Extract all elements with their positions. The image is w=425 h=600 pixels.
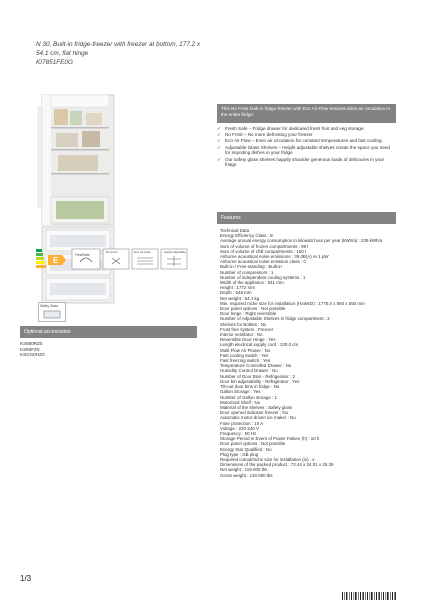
tech-row: Fuse protection : 10 A bbox=[220, 420, 264, 426]
barcode bbox=[342, 592, 397, 600]
accessory-item: KS680RZ0 bbox=[20, 341, 43, 346]
tech-row: Door bin adjustability - Refrigerator : Yes bbox=[220, 378, 300, 384]
tech-row: Humidity Control Drawer : No bbox=[220, 368, 278, 374]
tech-row: Plug type : GB plug bbox=[220, 451, 259, 457]
highlight-item: ✓ Adjustable Glass Shelves – Height adjustable shelves create the space you need for impoding dishes in your fridge bbox=[217, 144, 390, 156]
tech-row: Number of Gallon storage : 1 bbox=[220, 394, 277, 400]
tech-row: Fast cooling switch : Yes bbox=[220, 352, 269, 358]
intro-box: This No Frost built-in fridge-freezer with Eco Air Flow ensures ideal air circulation in the entire fridge. bbox=[217, 104, 396, 123]
tech-row: Airborne acoustical noise emissions : 39 dB(A) re 1 pW bbox=[220, 254, 329, 260]
freshsafe-badge bbox=[72, 249, 100, 269]
check-icon: ✓ bbox=[217, 138, 221, 144]
optional-accessories-heading: Optional accessories bbox=[20, 326, 197, 338]
tech-row: Door panel options : Not possible bbox=[220, 306, 286, 312]
tech-row: Average annual energy consumption in kilowatt hour per year (kWh/a) : 239 kWh/a bbox=[220, 238, 383, 244]
energy-label-icon bbox=[36, 249, 66, 268]
tech-row: Sum of volume of frozen compartments : 99 l bbox=[220, 243, 309, 249]
tech-row: Gallon Storage : Yes bbox=[220, 389, 261, 395]
svg-text:E: E bbox=[53, 256, 59, 265]
tech-row: Gross weight : 130.000 lbs bbox=[220, 472, 273, 478]
tech-row: Net weight : 119.000 lbs bbox=[220, 467, 268, 473]
svg-text:FreshSafe: FreshSafe bbox=[75, 253, 90, 257]
svg-text:No Frost: No Frost bbox=[106, 250, 118, 254]
tech-row: Door opened indicator freezer : No bbox=[220, 410, 289, 416]
model-number: KI7851FE0G bbox=[36, 59, 73, 67]
tech-row: Height : 1772 mm bbox=[220, 285, 256, 291]
tech-row: Energy Star Qualified : No bbox=[220, 446, 272, 452]
page-number: 1/3 bbox=[20, 574, 32, 583]
tech-row: Energy Efficiency Class : E bbox=[220, 233, 274, 239]
tech-row: Airborne acoustical noise emission class : C bbox=[220, 259, 307, 265]
tech-row: Fast freezing switch : Yes bbox=[220, 358, 271, 364]
tech-row: Motorized Shelf : No bbox=[220, 399, 261, 405]
tech-row: Shelves for Bottles : No bbox=[220, 321, 267, 327]
tech-row: Length electrical supply cord : 230.0 cm bbox=[220, 342, 299, 348]
tech-row: Number of independent cooling systems : 1 bbox=[220, 274, 306, 280]
no-frost-badge bbox=[103, 249, 129, 269]
highlight-item: ✓ Eco Air Flow – Even air circulation for constant temperatures and fast cooling. bbox=[217, 138, 383, 144]
tech-row: Dimensions of the packed product : 72.44 x 24.01 x 25.39 bbox=[220, 462, 334, 468]
tech-row: Number of Adjustable Shelves in fridge compartment : 2 bbox=[220, 316, 330, 322]
title-line-2: 54.1 cm, flat hinge bbox=[36, 50, 89, 58]
highlight-item: ✓ Our safety glass shelves happily shoulder generous loads of delicacies in your fridge bbox=[217, 156, 385, 168]
highlights-list bbox=[217, 126, 396, 168]
tech-row: Temperature Controlled Drawer : No bbox=[220, 363, 292, 369]
tech-row: Interior ventilator : No bbox=[220, 332, 263, 338]
technical-data-list bbox=[220, 228, 395, 478]
check-icon: ✓ bbox=[217, 132, 221, 138]
tech-row: Sum of volume of chill compartments : 150 l bbox=[220, 248, 307, 254]
svg-text:Eco Air Flow: Eco Air Flow bbox=[134, 250, 151, 254]
tech-row: Min. required niche size for installation (HxWxD) : 1775.0 x 560 x 550 mm bbox=[220, 300, 365, 306]
tech-row: Door hinge : Right reversible bbox=[220, 311, 277, 317]
accessory-item: KS93FZ0 bbox=[20, 346, 40, 352]
check-icon: ✓ bbox=[217, 144, 221, 150]
tech-row: Multi Flow Air Flower : No bbox=[220, 347, 271, 353]
tech-row: Material of the shelves : Safety glass bbox=[220, 404, 293, 410]
tech-row: Depth : 548 mm bbox=[220, 290, 252, 296]
tech-row: Frost free system : Freezer bbox=[220, 326, 274, 332]
check-icon: ✓ bbox=[217, 156, 221, 162]
tech-row: Automatic motor-driven ice maker : No bbox=[220, 415, 296, 421]
tech-row: Storage Period in Event of Power Failure (h) : 10 h bbox=[220, 436, 320, 442]
tech-row: Number of Door Bins - Refrigerator : 2 bbox=[220, 373, 295, 379]
product-title bbox=[36, 40, 246, 68]
tech-row: Number of compressors : 1 bbox=[220, 269, 274, 275]
title-line-1: N 30, Built-in fridge-freezer with freezer at bottom, 177.2 x bbox=[36, 41, 201, 48]
eco-air-flow-badge bbox=[132, 249, 158, 269]
svg-text:Height Adjustable: Height Adjustable bbox=[164, 250, 186, 254]
tech-row: Technical Data bbox=[220, 228, 250, 233]
feature-badges bbox=[36, 245, 211, 275]
tech-row: Frequency : 50 Hz bbox=[220, 430, 257, 436]
safety-glass-badge bbox=[38, 302, 66, 322]
highlight-item: ✓ Fresh Safe – Fridge drawer for dedicated fresh fruit and veg storage. bbox=[217, 126, 365, 131]
optional-accessories-list bbox=[20, 341, 45, 358]
tech-row: Required cutout/niche size for installation (in) : x bbox=[220, 456, 315, 462]
tech-row: Built-in / Free-standing : Built-in bbox=[220, 264, 282, 270]
accessory-item: KSGG0HZ0 bbox=[20, 352, 45, 358]
tech-row: Width of the appliance : 541 mm bbox=[220, 280, 284, 286]
tech-row: Door panel options : Not possible bbox=[220, 441, 286, 447]
tech-row: Net weight : 54.1 kg bbox=[220, 295, 260, 301]
features-heading: Features bbox=[217, 212, 396, 224]
tech-row: Reversible Door Hinge : Yes bbox=[220, 337, 276, 343]
tech-row: Tilt-out door bins in fridge : No bbox=[220, 384, 280, 390]
highlight-item: ✓ No Frost – No more defrosting your freezer bbox=[217, 132, 313, 138]
svg-text:Safety Glass: Safety Glass bbox=[40, 304, 59, 308]
tech-row: Voltage : 220-240 V bbox=[220, 425, 259, 431]
check-icon: ✓ bbox=[217, 126, 221, 131]
height-adjustable-badge bbox=[161, 249, 187, 269]
